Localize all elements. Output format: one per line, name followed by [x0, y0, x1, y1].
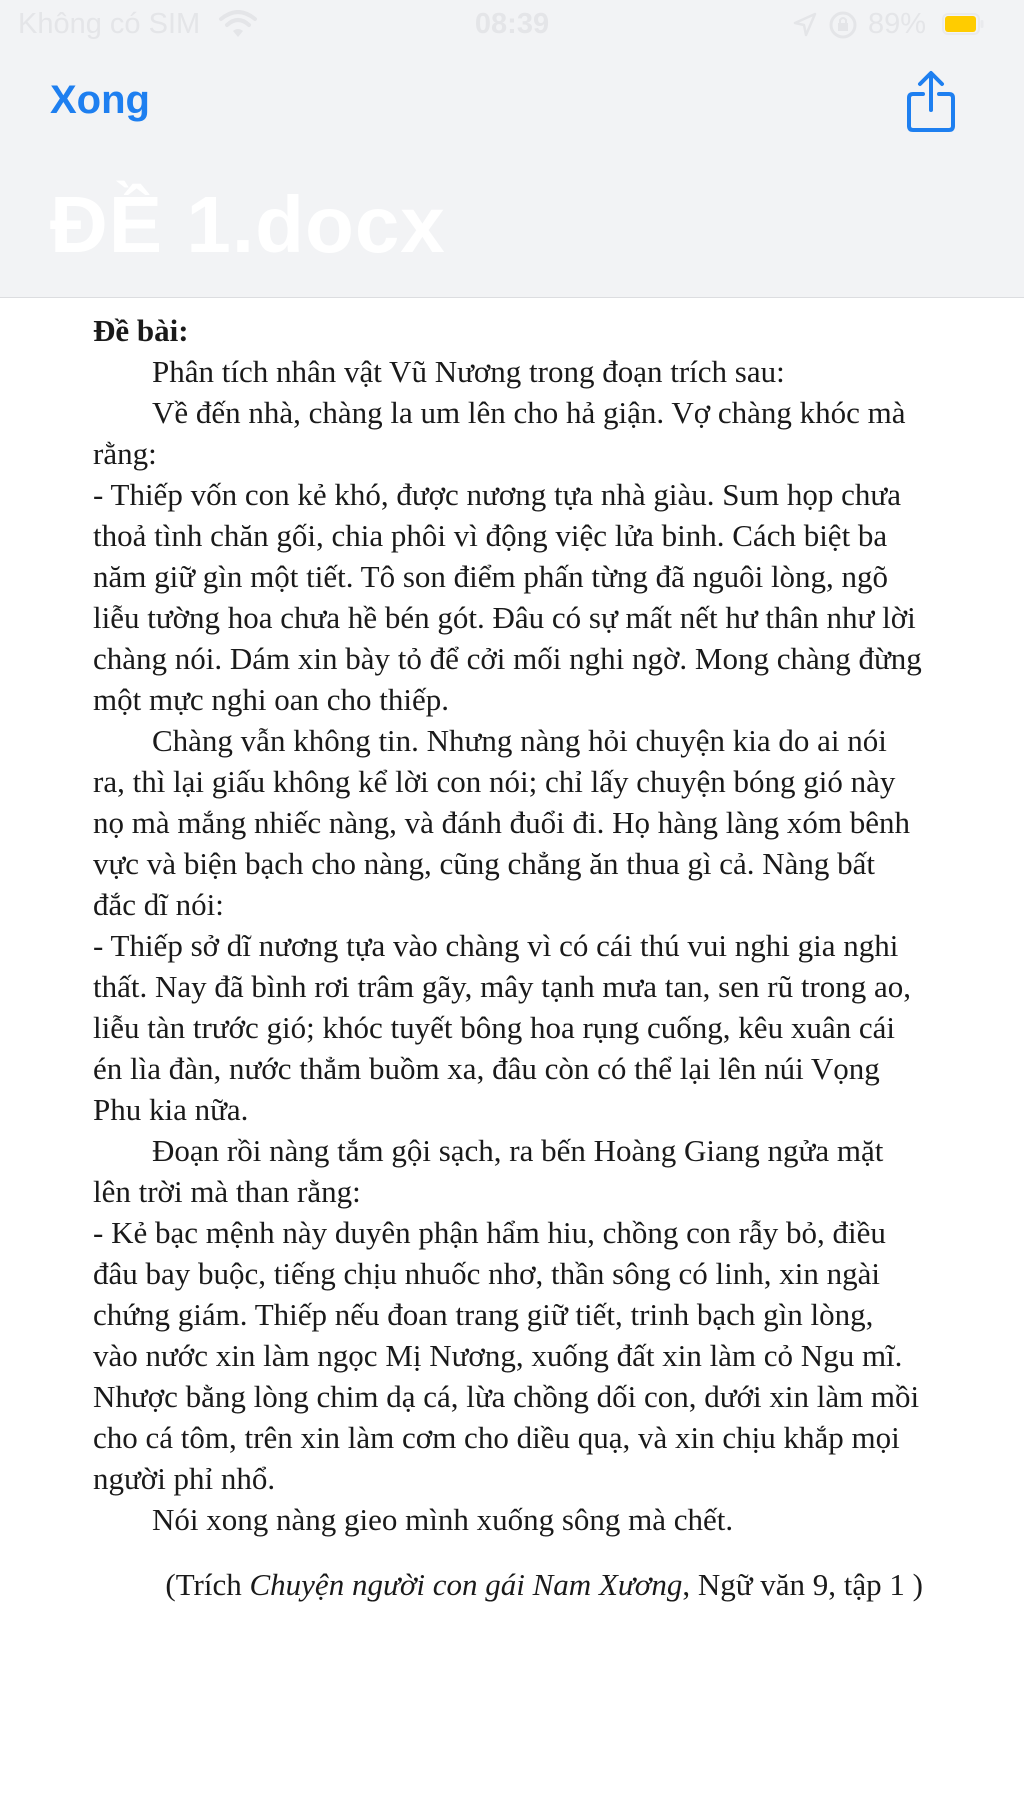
document-prompt: Phân tích nhân vật Vũ Nương trong đoạn trích sau: [152, 354, 785, 389]
share-icon[interactable] [905, 70, 957, 134]
citation-work: Chuyện người con gái Nam Xương [249, 1567, 683, 1602]
battery-percent: 89% [868, 8, 927, 40]
paragraph: - Thiếp vốn con kẻ khó, được nương tựa nhà giàu. Sum họp chưa thoả tình chăn gối, chia phôi vì động việc lửa binh. Cách biệt ba năm giữ gìn một tiết. Tô son điểm phấn từng đã nguôi lòng, ngõ liễu tường hoa chưa hề bén gót. Đâu có sự mất nết hư thân như lời chàng nói. Dám xin bày tỏ để cởi mối nghi ngờ. Mong chàng đừng một mực nghi oan cho thiếp. [93, 477, 922, 717]
paragraph: Nói xong nàng gieo mình xuống sông mà chết. [152, 1502, 734, 1537]
carrier-label: Không có SIM [18, 8, 201, 40]
battery-icon [942, 13, 984, 35]
paragraph: Về đến nhà, chàng la um lên cho hả giận. Vợ chàng khóc mà rằng: [93, 395, 906, 471]
citation-prefix: (Trích [165, 1567, 250, 1602]
paragraph: Chàng vẫn không tin. Nhưng nàng hỏi chuyện kia do ai nói ra, thì lại giấu không kể lời con nói; chỉ lấy chuyện bóng gió này nọ mà mắng nhiếc nàng, và đánh đuổi đi. Họ hàng làng xóm bênh vực và biện bạch cho nàng, cũng chẳng ăn thua gì cả. Nàng bất đắc dĩ nói: [93, 723, 911, 922]
citation-suffix: , Ngữ văn 9, tập 1 ) [682, 1567, 923, 1602]
document-title: ĐỀ 1.docx [50, 180, 446, 269]
clock: 08:39 [474, 8, 550, 40]
citation [93, 1564, 923, 1605]
paragraph: Đoạn rồi nàng tắm gội sạch, ra bến Hoàng Giang ngửa mặt lên trời mà than rằng: [93, 1133, 884, 1209]
location-icon [793, 12, 817, 38]
wifi-icon [218, 10, 258, 40]
top-header [0, 0, 1024, 298]
done-button[interactable]: Xong [50, 78, 150, 122]
document-body [93, 310, 923, 1605]
paragraph: - Thiếp sở dĩ nương tựa vào chàng vì có cái thú vui nghi gia nghi thất. Nay đã bình rơi trâm gãy, mây tạnh mưa tan, sen rũ trong ao, liễu tàn trước gió; khóc tuyết bông hoa rụng cuống, kêu xuân cái én lìa đàn, nước thẳm buồm xa, đâu còn có thể lại lên núi Vọng Phu kia nữa. [93, 928, 912, 1127]
document-heading: Đề bài: [93, 313, 189, 348]
paragraph: - Kẻ bạc mệnh này duyên phận hẩm hiu, chồng con rẫy bỏ, điều đâu bay buộc, tiếng chịu nhuốc nhơ, thần sông có linh, xin ngài chứng giám. Thiếp nếu đoan trang giữ tiết, trinh bạch gìn lòng, vào nước xin làm ngọc Mị Nương, xuống đất xin làm cỏ Ngu mĩ. Nhược bằng lòng chim dạ cá, lừa chồng dối con, dưới xin làm mồi cho cá tôm, trên xin làm cơm cho diều quạ, và xin chịu khắp mọi người phỉ nhổ. [93, 1215, 920, 1496]
lock-rotation-icon [828, 10, 858, 40]
status-bar [0, 0, 1024, 50]
